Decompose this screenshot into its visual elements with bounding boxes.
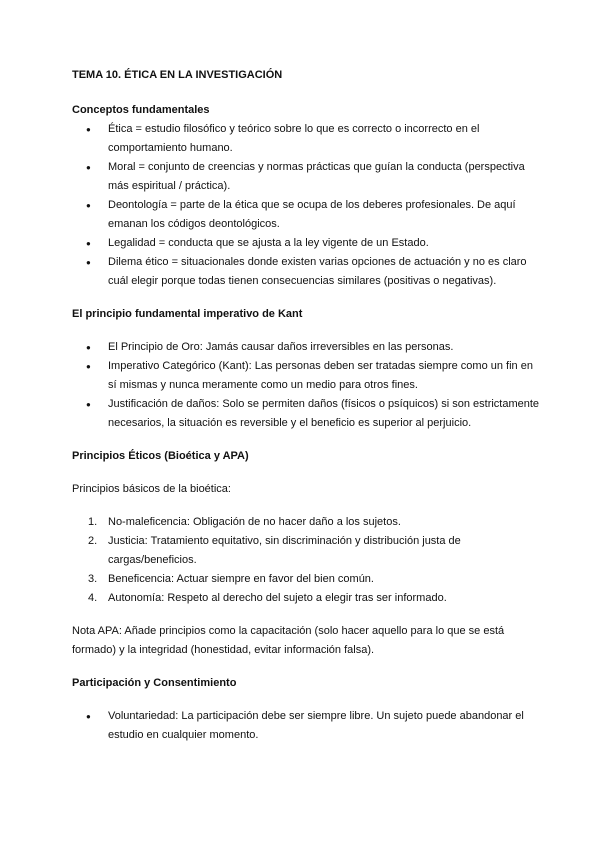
apa-note: Nota APA: Añade principios como la capacitación (solo hacer aquello para lo que se está formado) y la integridad (honestidad, evitar información falsa). [72, 625, 505, 656]
list-item: ● Deontología = parte de la ética que se ocupa de los deberes profesionales. De aquí emanan los códigos deontológicos. [72, 196, 542, 234]
section-heading: Conceptos fundamentales [72, 104, 210, 116]
bullet-list [72, 707, 542, 745]
list-item: ● Justificación de daños: Solo se permiten daños (físicos o psíquicos) si son estrictamente necesarios, la situación es reversible y el beneficio es superior al perjuicio. [72, 395, 542, 433]
list-item: 3. Beneficencia: Actuar siempre en favor del bien común. [88, 573, 374, 585]
numbered-list [72, 513, 542, 608]
section-heading: Principios Éticos (Bioética y APA) [72, 450, 249, 462]
list-item: ● Moral = conjunto de creencias y normas prácticas que guían la conducta (perspectiva más espiritual / práctica). [72, 158, 542, 196]
section-intro: Principios básicos de la bioética: [72, 483, 231, 495]
list-item: ● Voluntariedad: La participación debe ser siempre libre. Un sujeto puede abandonar el estudio en cualquier momento. [72, 707, 542, 745]
list-item: ● Ética = estudio filosófico y teórico sobre lo que es correcto o incorrecto en el comportamiento humano. [72, 120, 542, 158]
section-conceptos [72, 101, 542, 291]
list-item: 4. Autonomía: Respeto al derecho del sujeto a elegir tras ser informado. [88, 592, 447, 604]
section-kant [72, 305, 542, 433]
list-item: ● Dilema ético = situacionales donde existen varias opciones de actuación y no es claro cuál elegir porque todas tienen consecuencias similares (positivas o negativas). [72, 253, 542, 291]
list-item: 1. No-maleficencia: Obligación de no hacer daño a los sujetos. [88, 516, 401, 528]
document-page [72, 66, 542, 759]
list-item: ● Imperativo Categórico (Kant): Las personas deben ser tratadas siempre como un fin en sí mismas y nunca meramente como un medio para otros fines. [72, 357, 542, 395]
section-participacion [72, 674, 542, 745]
bullet-list [72, 120, 542, 291]
bullet-list [72, 338, 542, 433]
section-heading: Participación y Consentimiento [72, 677, 237, 689]
list-item: 2. Justicia: Tratamiento equitativo, sin discriminación y distribución justa de cargas/beneficios. [88, 535, 461, 566]
list-item: ● El Principio de Oro: Jamás causar daños irreversibles en las personas. [72, 338, 542, 357]
list-item: ● Legalidad = conducta que se ajusta a la ley vigente de un Estado. [72, 234, 542, 253]
section-heading: El principio fundamental imperativo de Kant [72, 308, 303, 320]
section-principios [72, 447, 542, 660]
document-title: TEMA 10. ÉTICA EN LA INVESTIGACIÓN [72, 69, 283, 81]
